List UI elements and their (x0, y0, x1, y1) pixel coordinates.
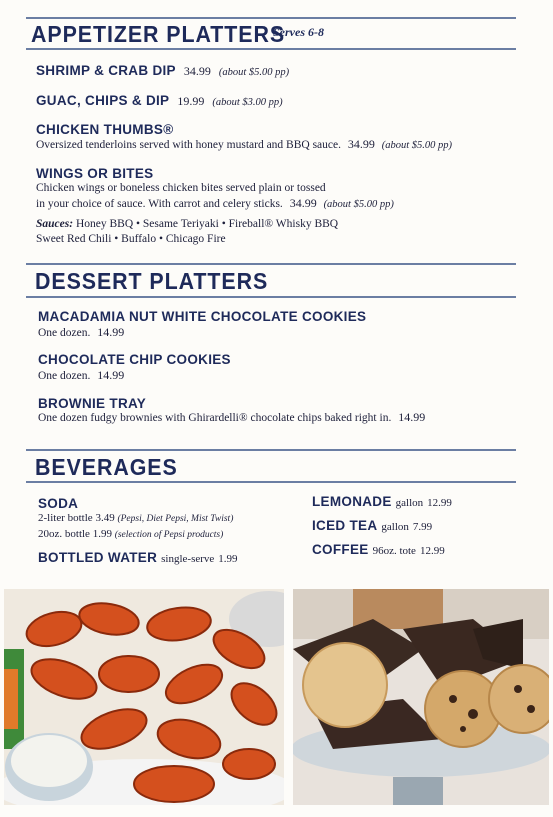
item-name: CHOCOLATE CHIP COOKIES (38, 352, 231, 367)
item-price: 12.99 (427, 497, 452, 509)
sauces-line1 (36, 217, 338, 232)
description-text: One dozen. (38, 370, 91, 382)
menu-item-coffee (312, 541, 445, 559)
item-name: BOTTLED WATER (38, 550, 158, 565)
item-per-person: (about $5.00 pp) (323, 199, 394, 210)
item-price: 34.99 (183, 64, 211, 78)
item-price: 1.99 (218, 553, 238, 565)
item-price: 7.99 (412, 521, 433, 533)
item-per-person: (about $5.00 pp) (381, 140, 453, 151)
cake-stand-icon (393, 777, 443, 805)
size-text: 20oz. bottle (38, 528, 90, 540)
item-name: CHICKEN THUMBS® (36, 122, 174, 137)
appetizer-heading: APPETIZER PLATTERS (31, 21, 286, 47)
menu-item-guac (36, 92, 283, 110)
item-description-line2 (36, 196, 394, 212)
size-text: single-serve (161, 553, 215, 565)
menu-item-lemonade (312, 493, 452, 511)
dessert-heading: DESSERT PLATTERS (35, 268, 269, 294)
item-price: 14.99 (97, 368, 125, 382)
item-name: BROWNIE TRAY (38, 396, 147, 411)
dessert-rule (26, 296, 516, 298)
item-description-line1: Chicken wings or boneless chicken bites served plain or tossed (36, 182, 326, 194)
wings-photo (4, 589, 284, 805)
soda-2liter (38, 511, 233, 527)
item-name: ICED TEA (312, 518, 378, 533)
menu-item-iced-tea (312, 517, 432, 535)
soda-20oz (38, 527, 223, 543)
item-name: SODA (38, 496, 79, 511)
carrot-icon (4, 669, 18, 729)
item-name: LEMONADE (312, 494, 392, 509)
menu-item-choc-chip (38, 351, 231, 369)
size-text: 2-liter bottle (38, 512, 93, 524)
item-description (38, 368, 124, 384)
item-per-person: (about $5.00 pp) (218, 67, 290, 78)
item-name: SHRIMP & CRAB DIP (36, 63, 176, 78)
cookie-icon (303, 643, 387, 727)
cookies-photo (293, 589, 549, 805)
beverage-rule-top (26, 449, 516, 451)
size-text: gallon (381, 521, 409, 533)
item-price: 19.99 (177, 94, 205, 108)
item-name: GUAC, CHIPS & DIP (36, 93, 170, 108)
item-price: 14.99 (398, 410, 426, 424)
sauces-label: Sauces: (36, 218, 74, 230)
beverage-rule (26, 481, 516, 483)
product-note: (Pepsi, Diet Pepsi, Mist Twist) (117, 514, 234, 524)
item-name: WINGS OR BITES (36, 166, 154, 181)
top-rule (26, 17, 516, 19)
item-price: 14.99 (97, 325, 125, 339)
beverage-heading: BEVERAGES (35, 454, 178, 480)
item-description (38, 325, 124, 341)
dessert-rule-top (26, 263, 516, 265)
menu-item-water (38, 549, 238, 567)
item-description (38, 410, 425, 426)
appetizer-rule (26, 48, 516, 50)
item-price: 34.99 (347, 137, 375, 151)
item-price: 34.99 (289, 196, 317, 210)
menu-item-macadamia (38, 308, 366, 326)
cookies-illustration (293, 589, 549, 805)
sauces-list: Honey BBQ • Sesame Teriyaki • Fireball® Whisky BBQ (75, 218, 339, 230)
size-text: gallon (395, 497, 424, 509)
product-note: (selection of Pepsi products) (114, 530, 224, 540)
description-text: in your choice of sauce. With carrot and celery sticks. (36, 198, 283, 210)
size-text: 96oz. tote (372, 545, 416, 557)
item-description (36, 137, 452, 153)
description-text: Oversized tenderloins served with honey mustard and BBQ sauce. (36, 139, 341, 151)
serves-note: Serves 6-8 (273, 25, 324, 39)
menu-item-shrimp-crab (36, 62, 289, 80)
description-text: One dozen. (38, 327, 91, 339)
item-price: 3.49 (95, 512, 115, 524)
wings-illustration (4, 589, 284, 805)
item-price: 1.99 (92, 528, 112, 540)
item-per-person: (about $3.00 pp) (212, 97, 283, 108)
item-price: 12.99 (419, 545, 445, 557)
item-name: COFFEE (312, 542, 369, 557)
ranch-dip-icon (11, 735, 87, 787)
sauces-line2: Sweet Red Chili • Buffalo • Chicago Fire (36, 233, 226, 245)
item-name: MACADAMIA NUT WHITE CHOCOLATE COOKIES (38, 309, 367, 324)
description-text: One dozen fudgy brownies with Ghirardelli® chocolate chips baked right in. (38, 412, 392, 424)
